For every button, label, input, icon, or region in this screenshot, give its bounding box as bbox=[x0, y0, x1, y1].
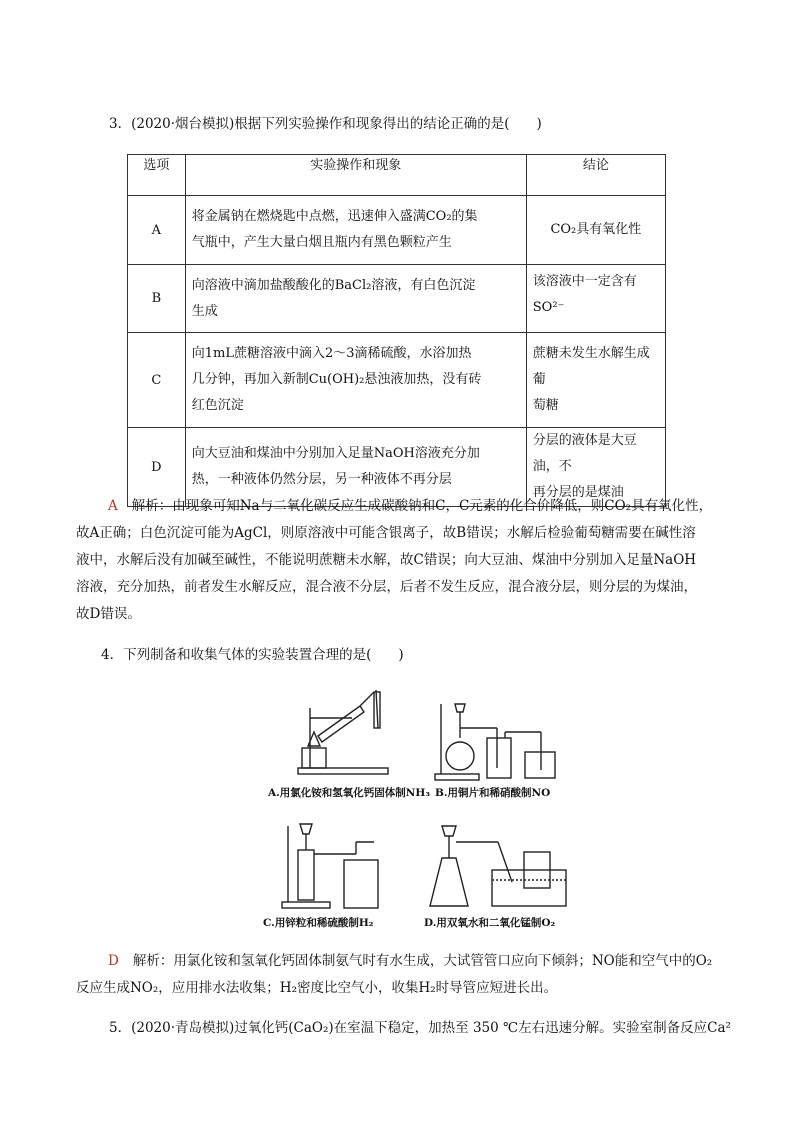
operation-line: 将金属钠在燃烧匙中点燃，迅速伸入盛满CO₂的集 bbox=[191, 209, 478, 224]
header-option: 选项 bbox=[128, 155, 186, 196]
row-option: D bbox=[128, 428, 186, 507]
apparatus-b-illustration bbox=[433, 698, 563, 782]
row-conclusion bbox=[526, 196, 665, 265]
operation-line: 向溶液中滴加盐酸酸化的BaCl₂溶液，有白色沉淀 bbox=[191, 277, 476, 293]
header-conclusion: 结论 bbox=[526, 155, 665, 196]
apparatus-a-illustration bbox=[290, 688, 410, 778]
row-operation bbox=[185, 333, 526, 428]
analysis-line: 溶液，充分加热，前者发生水解反应，混合液不分层，后者不发生反应，混合液分层，则分层的为煤油， bbox=[76, 579, 697, 595]
q4-stem: 4．下列制备和收集气体的实验装置合理的是( ) bbox=[101, 647, 404, 663]
table-row bbox=[128, 333, 666, 428]
analysis-line: 故A正确；白色沉淀可能为AgCl，则原溶液中可能含银离子，故B错误；水解后检验葡萄糖需要在碱性溶 bbox=[76, 525, 696, 541]
operation-line: 气瓶中，产生大量白烟且瓶内有黑色颗粒产生 bbox=[191, 235, 452, 250]
conclusion-line: 该溶液中一定含有SO²⁻ bbox=[532, 274, 637, 315]
header-operation: 实验操作和现象 bbox=[185, 155, 526, 196]
analysis-line: 故D错误。 bbox=[76, 606, 141, 622]
row-conclusion bbox=[526, 333, 665, 428]
operation-line: 热，一种液体仍然分层，另一种液体不再分层 bbox=[191, 472, 452, 487]
row-conclusion bbox=[526, 265, 665, 333]
q3-table bbox=[127, 154, 666, 507]
analysis-line: 解析：用氯化铵和氢氧化钙固体制氨气时有水生成，大试管管口应向下倾斜；NO能和空气中的O₂ bbox=[132, 953, 713, 969]
conclusion-line: 分层的液体是大豆油，不 bbox=[532, 433, 637, 474]
caption-b: B.用铜片和稀硝酸制NO bbox=[435, 787, 551, 799]
conclusion-line: 萄糖 bbox=[532, 398, 559, 413]
row-operation bbox=[185, 196, 526, 265]
answer-letter: A bbox=[108, 498, 118, 514]
conclusion-line: 再分层的是煤油 bbox=[532, 485, 624, 500]
operation-line: 红色沉淀 bbox=[191, 398, 244, 413]
analysis-line: 反应生成NO₂，应用排水法收集；H₂密度比空气小，收集H₂时导管应短进长出。 bbox=[76, 980, 558, 996]
analysis-line: 液中，水解后没有加碱至碱性，不能说明蔗糖未水解，故C错误；向大豆油、煤油中分别加入足量NaOH bbox=[76, 552, 697, 568]
conclusion-line: CO₂具有氧化性 bbox=[550, 222, 642, 237]
caption-c: C.用锌粒和稀硫酸制H₂ bbox=[263, 917, 374, 929]
row-option: B bbox=[128, 265, 186, 333]
row-option: C bbox=[128, 333, 186, 428]
answer-letter: D bbox=[108, 953, 119, 969]
row-option: A bbox=[128, 196, 186, 265]
operation-line: 几分钟，再加入新制Cu(OH)₂悬浊液加热，没有砖 bbox=[191, 372, 482, 387]
apparatus-c-illustration bbox=[280, 820, 390, 910]
table-header-row bbox=[128, 155, 666, 196]
analysis-line: 解析：由现象可知Na与二氧化碳反应生成碳酸钠和C，C元素的化合价降低，则CO₂具有氧化性， bbox=[131, 498, 713, 514]
q5-stem: 5．(2020·青岛模拟)过氧化钙(CaO₂)在室温下稳定，加热至 350 ℃左右迅速分解。实验室制备反应Ca² bbox=[109, 1020, 731, 1036]
operation-line: 生成 bbox=[191, 303, 218, 319]
caption-a: A.用氯化铵和氢氧化钙固体制NH₃ bbox=[268, 787, 430, 799]
conclusion-line: 蔗糖未发生水解生成葡 bbox=[532, 346, 650, 387]
table-row bbox=[128, 196, 666, 265]
q3-stem: 3．(2020·烟台模拟)根据下列实验操作和现象得出的结论正确的是( ) bbox=[109, 116, 542, 132]
caption-d: D.用双氧水和二氧化锰制O₂ bbox=[424, 917, 556, 929]
operation-line: 向1mL蔗糖溶液中滴入2～3滴稀硫酸，水浴加热 bbox=[191, 346, 472, 361]
row-operation bbox=[185, 265, 526, 333]
operation-line: 向大豆油和煤油中分别加入足量NaOH溶液充分加 bbox=[191, 446, 480, 461]
table-row bbox=[128, 265, 666, 333]
apparatus-d-illustration bbox=[428, 822, 568, 910]
